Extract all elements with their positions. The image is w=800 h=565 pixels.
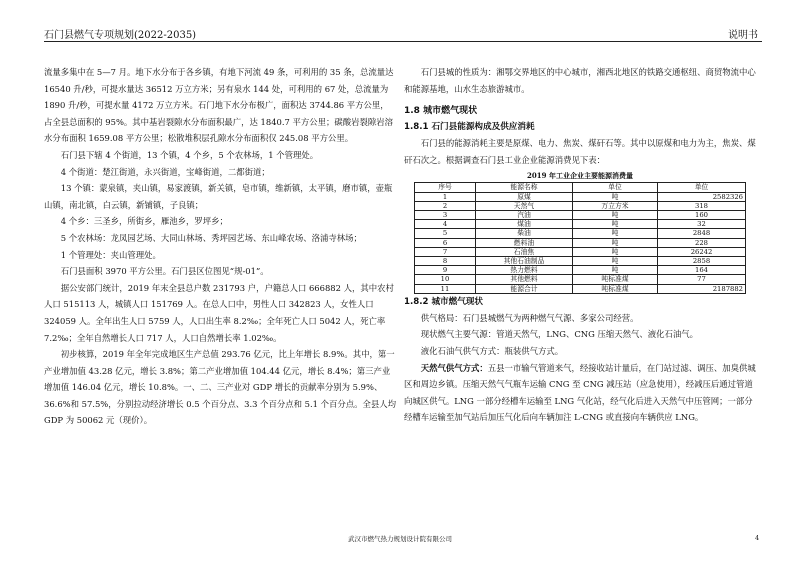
table-cell: 柴油: [476, 229, 573, 238]
paragraph-natural-gas-supply: [404, 360, 756, 426]
table-cell: 其他燃料: [476, 275, 573, 284]
table-row: [415, 238, 746, 247]
table-cell: 吨: [573, 229, 658, 238]
header-title: 石门县燃气专项规划(2022-2035): [44, 30, 197, 41]
table-cell: 万立方米: [573, 201, 658, 210]
table-cell: 9: [415, 266, 476, 275]
paragraph-management: 1 个管理处：夹山管理处。: [60, 249, 161, 260]
table-row: [415, 192, 746, 201]
table-cell: 6: [415, 238, 476, 247]
table-cell: 160: [658, 210, 746, 219]
table-cell: 2582326: [658, 192, 746, 201]
natural-gas-text: 五县一市输气管道来气，经接收站计量后，在门站过滤、调压、加臭供城区和周边乡镇。压缩天然气气瓶车运输 CNG 至 CNG 减压站（应急使用），经减压后通过管道向城区供气。LNG 一部分经槽车运输至 LNG 气化站，经气化后进入天然气中压管网；一部分经槽车运输至加气站后加压气化后向车辆加注 L-CNG 或直接向车辆供应 LNG。: [404, 362, 756, 423]
paragraph-townships: 4 个乡：三圣乡，所街乡，雁池乡，罗坪乡；: [60, 216, 228, 227]
table-cell: 3: [415, 210, 476, 219]
table-cell: 吨标准煤: [573, 275, 658, 284]
table-cell: 天然气: [476, 201, 573, 210]
paragraph-groundwater: 流量多集中在 5—7 月。地下水分布于各乡镇，有地下河流 49 条，可利用的 35 条，总流量达 16540 升/秒，可提水量达 36512 万立方米；另有泉水 144 处，可利用的 67 处，总流量为 1890 升/秒，可提水量 4172 万立方米。石门地下水分布极广，面积达 3744.86 平方公里，占全县总面积的 95%。其中基岩裂隙水分布面积最广，达 1840.7 平方公里；碳酸岩裂隙岩溶水分布面积 1659.08 平方公里；松散堆积层孔隙水分布面积仅 245.08 平方公里。: [44, 67, 394, 144]
table-cell: 5: [415, 229, 476, 238]
table-cell: 吨: [573, 238, 658, 247]
paragraph-farms: 5 个农林场：龙凤园艺场、大同山林场、秀坪园艺场、东山峰农场、洛浦寺林场；: [60, 232, 362, 243]
paragraph-supply-pattern: 供气格局：石门县城燃气为两种燃气气源、多家公司经营。: [420, 312, 639, 323]
table-caption: 2019 年工业企业主要能源消费量: [527, 171, 633, 181]
table-header-cell: 单位: [658, 183, 746, 192]
table-cell: 吨: [573, 266, 658, 275]
paragraph-economy: 初步核算，2019 年全年完成地区生产总值 293.76 亿元，比上年增长 8.9%。其中，第一产业增加值 43.28 亿元，增长 3.8%；第二产业增加值 104.44 亿元，增长 8.4%；第三产业增加值 146.04 亿元，增长 10.8%。一、二、三产业对 GDP 增长的贡献率分别为 5.9%、36.6%和 57.5%，分别拉动经济增长 0.5 个百分点、3.3 个百分点和 5.1 个百分点。全县人均 GDP 为 50062 元（现价）。: [44, 349, 397, 426]
table-cell: 1: [415, 192, 476, 201]
section-heading-1-8-2: 1.8.2 城市燃气现状: [404, 296, 484, 307]
table-cell: 2: [415, 201, 476, 210]
table-cell: 2848: [658, 229, 746, 238]
table-cell: 77: [658, 275, 746, 284]
table-cell: 2858: [658, 257, 746, 266]
right-column: [404, 64, 756, 426]
table-cell: 164: [658, 266, 746, 275]
paragraph-city-nature: 石门县城的性质为：湘鄂交界地区的中心城市，湘西北地区的铁路交通枢纽、商贸物流中心和能源基地，山水生态旅游城市。: [404, 67, 756, 94]
paragraph-lpg-supply: 液化石油气供气方式：瓶装供气方式。: [420, 346, 564, 356]
paragraph-towns: 13 个镇：蒙泉镇，夹山镇，易家渡镇，新关镇，皂市镇，维新镇，太平镇，磨市镇，壶瓶山镇，南北镇，白云镇，新铺镇，子良镇；: [44, 183, 393, 210]
table-cell: 10: [415, 275, 476, 284]
footer-company: 武汉市燃气热力规划设计院有限公司: [348, 535, 452, 543]
table-row: [415, 284, 746, 293]
table-row: [415, 257, 746, 266]
table-header-row: [415, 183, 746, 192]
table-cell: 吨: [573, 257, 658, 266]
table-header-cell: 序号: [415, 183, 476, 192]
table-cell: 32: [658, 220, 746, 229]
table-cell: 吨: [573, 220, 658, 229]
table-cell: 吨: [573, 192, 658, 201]
table-cell: 吨标准煤: [573, 284, 658, 293]
table-row: [415, 266, 746, 275]
table-row: [415, 220, 746, 229]
table-cell: 吨: [573, 210, 658, 219]
page-header: [44, 26, 762, 40]
table-row: [415, 247, 746, 256]
table-row: [415, 210, 746, 219]
table-cell: 11: [415, 284, 476, 293]
paragraph-admin-divisions: 石门县下辖 4 个街道，13 个镇，4 个乡，5 个农林场，1 个管理处。: [60, 149, 319, 160]
paragraph-population: 据公安部门统计，2019 年末全县总户数 231793 户，户籍总人口 666882 人，其中农村人口 515113 人，城镇人口 151769 人。在总人口中，男性人口 342823 人，女性人口 324059 人。全年出生人口 5759 人，人口出生率 8.2‰；全年死亡人口 5042 人，死亡率 7.2‰；全年自然增长人口 717 人，人口自然增长率 1.02‰。: [44, 282, 394, 343]
header-doc-type: 说明书: [728, 30, 758, 41]
table-row: [415, 275, 746, 284]
table-cell: 原煤: [476, 192, 573, 201]
page-number: 4: [755, 534, 760, 542]
table-cell: 热力燃料: [476, 266, 573, 275]
energy-table: [414, 182, 746, 293]
header-rule: [44, 41, 762, 42]
table-row: [415, 229, 746, 238]
natural-gas-label: 天然气供气方式：: [420, 362, 488, 373]
section-heading-1-8-1: 1.8.1 石门县能源构成及供应消耗: [404, 122, 535, 133]
table-cell: 4: [415, 220, 476, 229]
table-cell: 8: [415, 257, 476, 266]
table-cell: 吨: [573, 247, 658, 256]
table-row: [415, 201, 746, 210]
table-header-cell: 单位: [573, 183, 658, 192]
section-heading-1-8: 1.8 城市燃气现状: [404, 106, 478, 117]
table-header-cell: 能源名称: [476, 183, 573, 192]
table-cell: 228: [658, 238, 746, 247]
paragraph-energy: 石门县的能源消耗主要是原煤、电力、焦炭、煤矸石等。其中以原煤和电力为主，焦炭、煤矸石次之。根据调查石门县工业企业能源消费见下表：: [404, 138, 756, 165]
table-cell: 其他石油制品: [476, 257, 573, 266]
paragraph-gas-sources: 现状燃气主要气源：管道天然气，LNG、CNG 压缩天然气、液化石油气。: [420, 329, 698, 340]
paragraph-streets: 4 个街道：楚江街道，永兴街道，宝峰街道，二都街道；: [60, 166, 270, 177]
left-column: [44, 64, 396, 429]
table-cell: 汽油: [476, 210, 573, 219]
table-cell: 石油焦: [476, 247, 573, 256]
table-cell: 燃料油: [476, 238, 573, 247]
table-cell: 煤油: [476, 220, 573, 229]
table-cell: 能源合计: [476, 284, 573, 293]
paragraph-area: 石门县面积 3970 平方公里。石门县区位图见“规-01”。: [60, 266, 269, 277]
table-cell: 26242: [658, 247, 746, 256]
table-cell: 2187882: [658, 284, 746, 293]
table-cell: 318: [658, 201, 746, 210]
table-cell: 7: [415, 247, 476, 256]
